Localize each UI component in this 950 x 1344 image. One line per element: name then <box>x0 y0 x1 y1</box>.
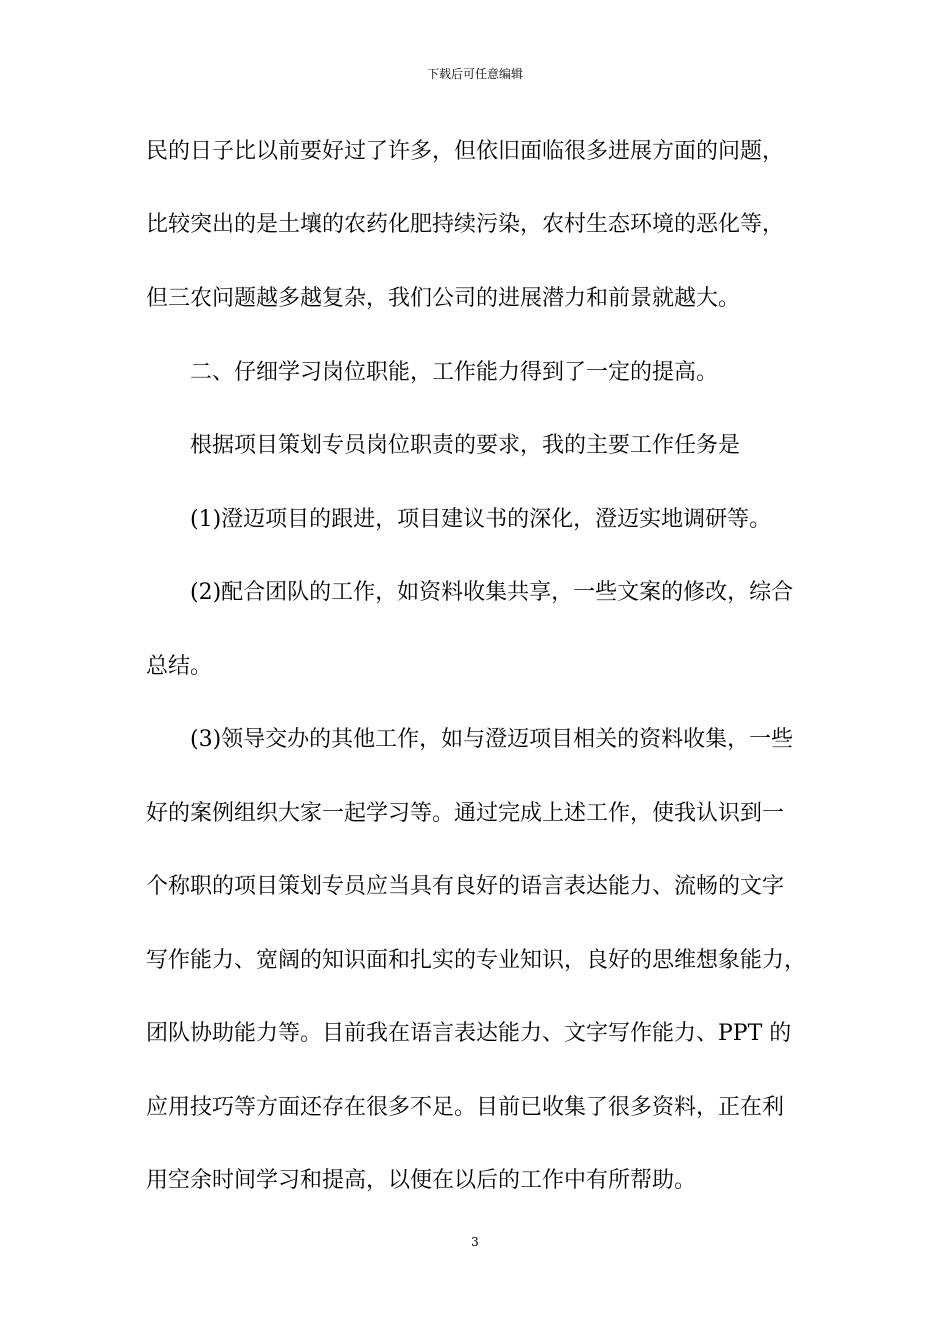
list-item: (1)澄迈项目的跟进，项目建议书的深化，澄迈实地调研等。 <box>190 507 772 532</box>
text-line: 比较突出的是土壤的农药化肥持续污染，农村生态环境的恶化等， <box>146 212 785 237</box>
list-item: (2)配合团队的工作，如资料收集共享，一些文案的修改，综合 <box>190 580 794 605</box>
text-line: 民的日子比以前要好过了许多，但依旧面临很多进展方面的问题， <box>146 139 785 164</box>
text-line: 团队协助能力等。目前我在语言表达能力、文字写作能力、PPT 的 <box>146 1021 792 1046</box>
text-line: 应用技巧等方面还存在很多不足。目前已收集了很多资料，正在利 <box>146 1095 785 1120</box>
text-line: 用空余时间学习和提高，以便在以后的工作中有所帮助。 <box>146 1168 697 1193</box>
text-line: 个称职的项目策划专员应当具有良好的语言表达能力、流畅的文字 <box>146 874 785 899</box>
section-heading: 二、仔细学习岗位职能，工作能力得到了一定的提高。 <box>190 360 719 385</box>
text-line: 但三农问题越多越复杂，我们公司的进展潜力和前景就越大。 <box>146 286 741 311</box>
text-line: 好的案例组织大家一起学习等。通过完成上述工作，使我认识到一 <box>146 801 785 826</box>
text-line: 根据项目策划专员岗位职责的要求，我的主要工作任务是 <box>190 433 741 458</box>
page-header: 下载后可任意编辑 <box>426 67 523 81</box>
text-line: 总结。 <box>146 654 213 679</box>
list-item: (3)领导交办的其他工作，如与澄迈项目相关的资料收集，一些 <box>190 727 794 752</box>
text-line: 写作能力、宽阔的知识面和扎实的专业知识，良好的思维想象能力， <box>146 948 807 973</box>
page-number: 3 <box>471 1235 479 1249</box>
